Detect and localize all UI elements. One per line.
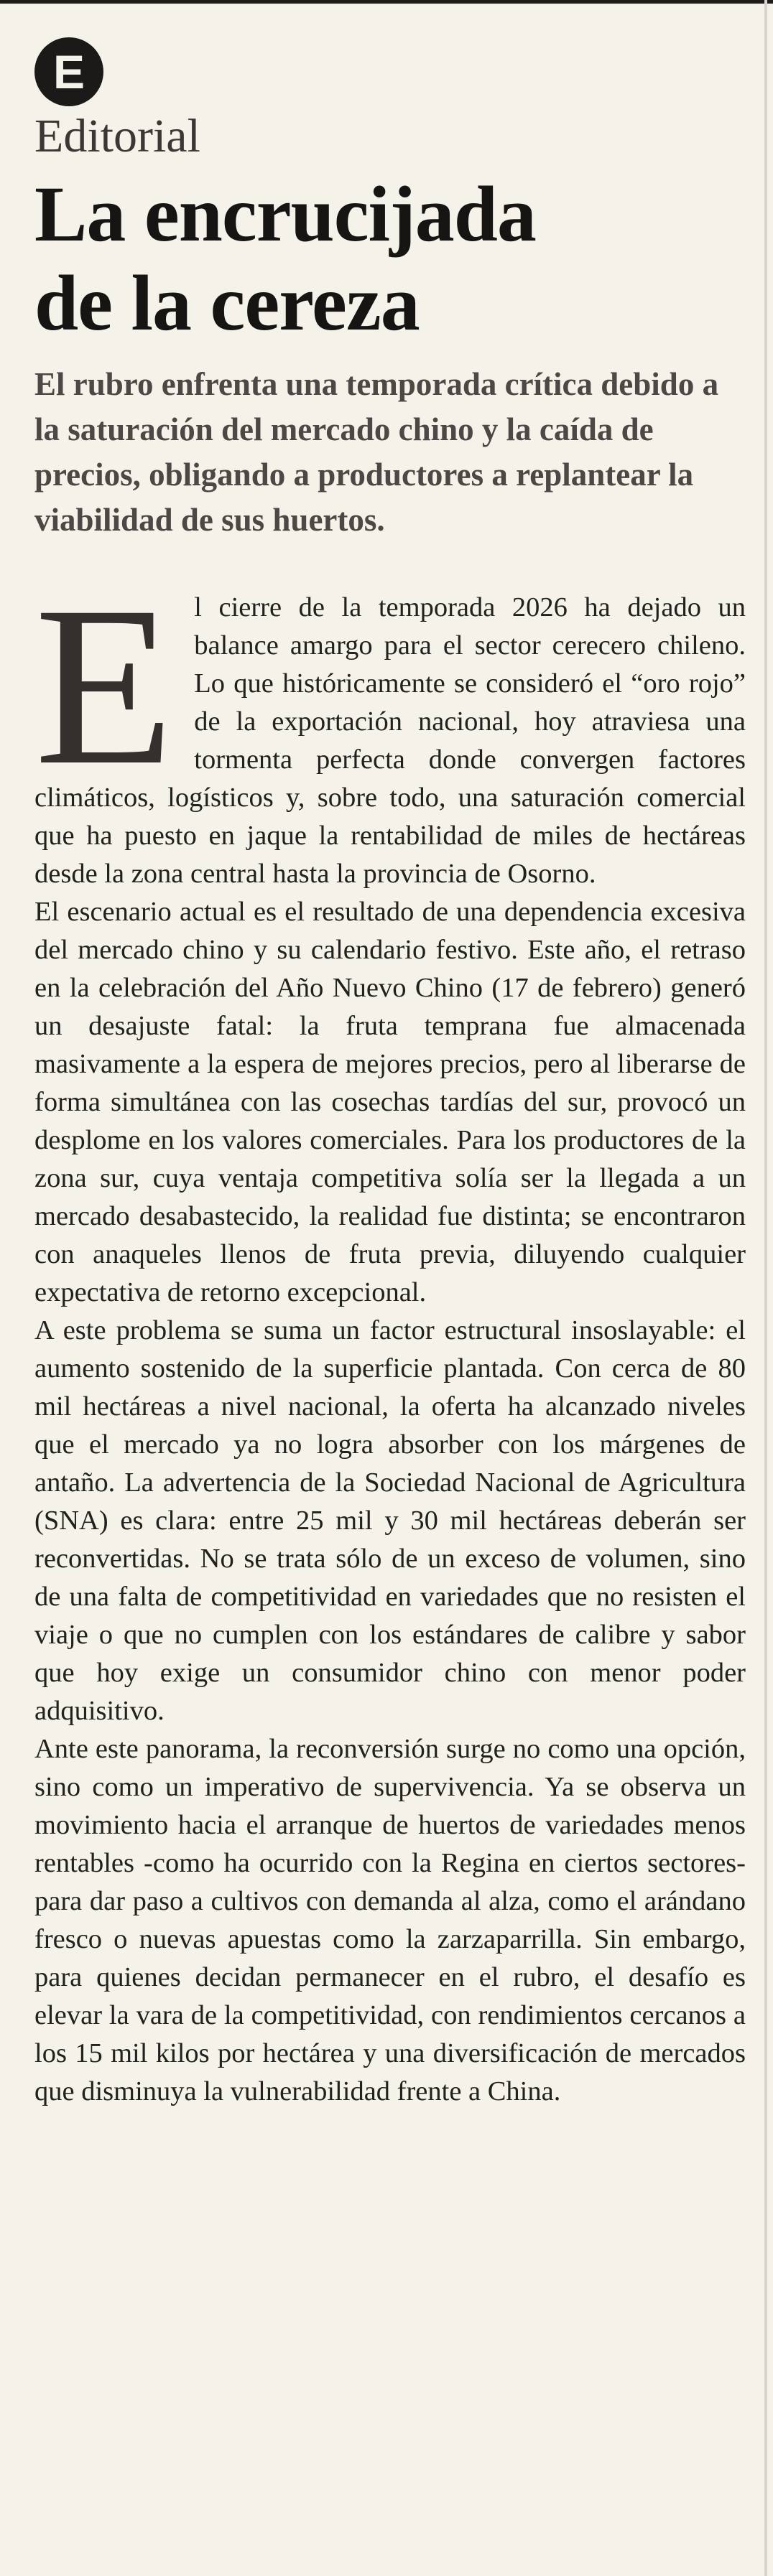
headline-line-2: de la cereza	[34, 259, 420, 347]
article-paragraph-2: El escenario actual es el resultado de una dependencia excesiva del mercado chino y su calendario festivo. Este año, el retraso en la celebración del Año Nuevo Chino (17 de febrero) generó un desajuste fatal: la fruta temprana fue almacenada masivamente a la espera de mejores precios, pero al liberarse de forma simultánea con las cosechas tardías del sur, provocó un desplome en los valores comerciales. Para los productores de la zona sur, cuya ventaja competitiva solía ser la llegada a un mercado desabastecido, la realidad fue distinta; se encontraron con anaqueles llenos de fruta previa, diluyendo cualquier expectativa de retorno excepcional.	[34, 897, 746, 1307]
article-paragraph-1-text: l cierre de la temporada 2026 ha dejado un balance amargo para el sector cerecero chileno. Lo que históricamente se consideró el “oro rojo” de la exportación nacional, hoy atraviesa una tormenta perfecta donde convergen factores climáticos, logísticos y, sobre todo, una saturación comercial que ha puesto en jaque la rentabilidad de miles de hectáreas desde la zona central hasta la provincia de Osorno.	[34, 592, 746, 889]
top-rule	[0, 0, 773, 4]
section-label: Editorial	[34, 110, 200, 162]
section-badge-icon: E	[34, 37, 103, 106]
headline	[34, 169, 753, 347]
deck-summary: El rubro enfrenta una temporada crítica debido a la saturación del mercado chino y la caída de precios, obligando a productores a replantear la viabilidad de sus huertos.	[34, 366, 719, 538]
article-paragraph-4: Ante este panorama, la reconversión surge no como una opción, sino como un imperativo de supervivencia. Ya se observa un movimiento hacia el arranque de huertos de variedades menos rentables -como ha ocurrido con la Regina en ciertos sectores- para dar paso a cultivos con demanda al alza, como el arándano fresco o nuevas apuestas como la zarzaparrilla. Sin embargo, para quienes decidan permanecer en el rubro, el desafío es elevar la vara de la competitividad, con rendimientos cercanos a los 15 mil kilos por hectárea y una diversificación de mercados que disminuya la vulnerabilidad frente a China.	[34, 1734, 746, 2106]
article-body	[34, 559, 746, 2111]
column-rule	[764, 0, 767, 2576]
article-paragraph-1	[34, 559, 746, 893]
article-paragraph-3: A este problema se suma un factor estructural insoslayable: el aumento sostenido de la superficie plantada. Con cerca de 80 mil hectáreas a nivel nacional, la oferta ha alcanzado niveles que el mercado ya no logra absorber con los márgenes de antaño. La advertencia de la Sociedad Nacional de Agricultura (SNA) es clara: entre 25 mil y 30 mil hectáreas deberán ser reconvertidas. No se trata sólo de un exceso de volumen, sino de una falta de competitividad en variedades que no resisten el viaje o que no cumplen con los estándares de calibre y sabor que hoy exige un consumidor chino con menor poder adquisitivo.	[34, 1315, 746, 1726]
headline-line-1: La encrucijada	[34, 170, 536, 258]
drop-cap: E	[34, 559, 175, 812]
